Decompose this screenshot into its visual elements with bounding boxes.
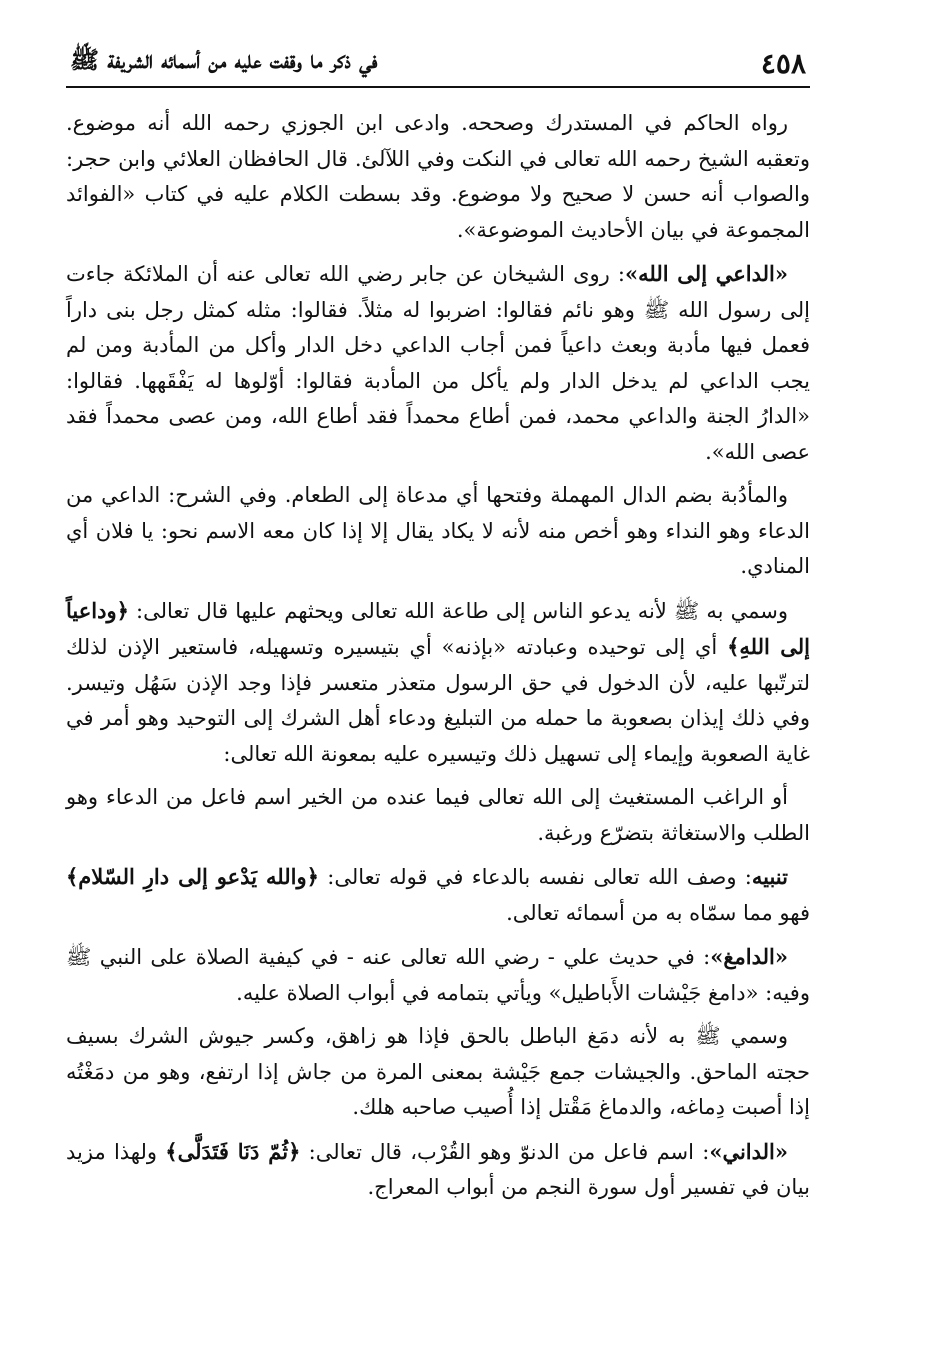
paragraph [66, 478, 810, 585]
paragraph-text: : اسم فاعل من الدنوّ وهو القُرْب، قال تعالى: [300, 1139, 710, 1164]
bold-term: «الداعي إلى الله» [625, 261, 789, 286]
paragraph-text: رواه الحاكم في المستدرك وصححه. وادعى ابن الجوزي رحمه الله أنه موضوع. وتعقبه الشيخ رحمه الله تعالى في النكت وفي اللآلئ. قال الحافظان العلائي وابن حجر: والصواب أنه حسن لا صحيح ولا موضوع. وقد بسطت الكلام عليه في كتاب «الفوائد المجموعة في بيان الأحاديث الموضوعة». [66, 111, 810, 242]
paragraph-text: وسمي ﷺ به لأنه دمَغ الباطل بالحق فإذا هو زاهق، وكسر جيوش الشرك بسيف حجته الماحق. والجيشات جمع جَيْشة بمعنى المرة من جاش إذا ارتفع، وهو من دمَغْتُه إذا أصبت دِماغه، والدماغ مَقْتل إذا أُصيب صاحبه هلك. [66, 1024, 810, 1119]
bold-term: «الدامغ» [710, 944, 788, 969]
book-page [66, 38, 810, 1338]
paragraph-text: أو الراغب المستغيث إلى الله تعالى فيما عنده من الخير اسم فاعل من الدعاء وهو الطلب والاستغاثة بتضرّع ورغبة. [66, 785, 810, 845]
paragraph [66, 593, 810, 773]
paragraph [66, 780, 810, 851]
paragraph-text: أي إلى توحيده وعبادته «بإذنه» أي بتيسيره وتسهيله، فاستعير الإذن لذلك لترتّبها عليه، لأن الدخول في حق الرسول متعذر متعسر فإذا وجد الإذن سَهُل وتيسر. وفي ذلك إيذان بصعوبة ما حمله من التبليغ ودعاء أهل الشرك إلى التوحيد وهو أمر في غاية الصعوبة وإيماء إلى تسهيل ذلك وتيسيره عليه بمعونة الله تعالى: [66, 635, 810, 766]
page-number: ٤٥٨ [760, 47, 806, 80]
paragraph [66, 256, 810, 470]
paragraph-text: والمأدُبة بضم الدال المهملة وفتحها أي مدعاة إلى الطعام. وفي الشرح: الداعي من الدعاء وهو النداء وهو أخص منه لأنه لا يكاد يقال إلا إذا كان معه الاسم نحو: يا فلان أي المنادي. [66, 483, 810, 578]
paragraph-text: ولهذا مزيد بيان في تفسير أول سورة النجم من أبواب المعراج. [66, 1139, 810, 1199]
bold-term: «الداني» [709, 1138, 789, 1164]
body-text [66, 106, 810, 1206]
paragraph-text: فهو مما سمّاه به من أسمائه تعالى. [506, 900, 810, 925]
bold-term: ﴿ثُمّ دَنَا فَتَدَلَّى﴾ [165, 1138, 301, 1164]
bold-term: ﴿وداعياً إلى اللهِ﴾ [66, 597, 811, 659]
bold-term: تنبيه [751, 864, 788, 889]
paragraph-text: : في حديث علي - رضي الله تعالى عنه - في كيفية الصلاة على النبي ﷺ وفيه: «دامغ جَيْشات الأَباطيل» ويأتي بتمامه في أبواب الصلاة عليه. [66, 945, 810, 1005]
paragraph-text: وسمي به ﷺ لأنه يدعو الناس إلى طاعة الله تعالى ويحثهم عليها قال تعالى: [128, 598, 788, 623]
paragraph [66, 1134, 810, 1206]
paragraph [66, 1019, 810, 1126]
running-header [66, 38, 810, 88]
paragraph [66, 859, 810, 931]
paragraph-text: : روى الشيخان عن جابر رضي الله تعالى عنه أن الملائكة جاءت إلى رسول الله ﷺ وهو نائم فقالوا: اضربوا له مثلاً. فقالوا: مثله كمثل رجل بنى داراً فعمل فيها مأدبة وبعث داعياً فمن أجاب الداعي دخل الدار وأكل من المأدبة ومن لم يجب الداعي لم يدخل الدار ولم يأكل من المأدبة فقالوا: أوّلوها له يَفْقَهها. فقالوا: «الدارُ الجنة والداعي محمد، فمن أطاع محمداً فقد أطاع الله، ومن عصى محمداً فقد عصى الله». [66, 262, 810, 464]
paragraph-text: : وصف الله تعالى نفسه بالدعاء في قوله تعالى: [318, 865, 752, 889]
chapter-title: في ذكر ما وقفت عليه من أسمائه الشريفة ﷺ [70, 45, 378, 74]
paragraph [66, 939, 810, 1011]
bold-term: ﴿والله يَدْعو إلى دارِ السّلام﴾ [66, 864, 319, 889]
paragraph [66, 106, 810, 248]
